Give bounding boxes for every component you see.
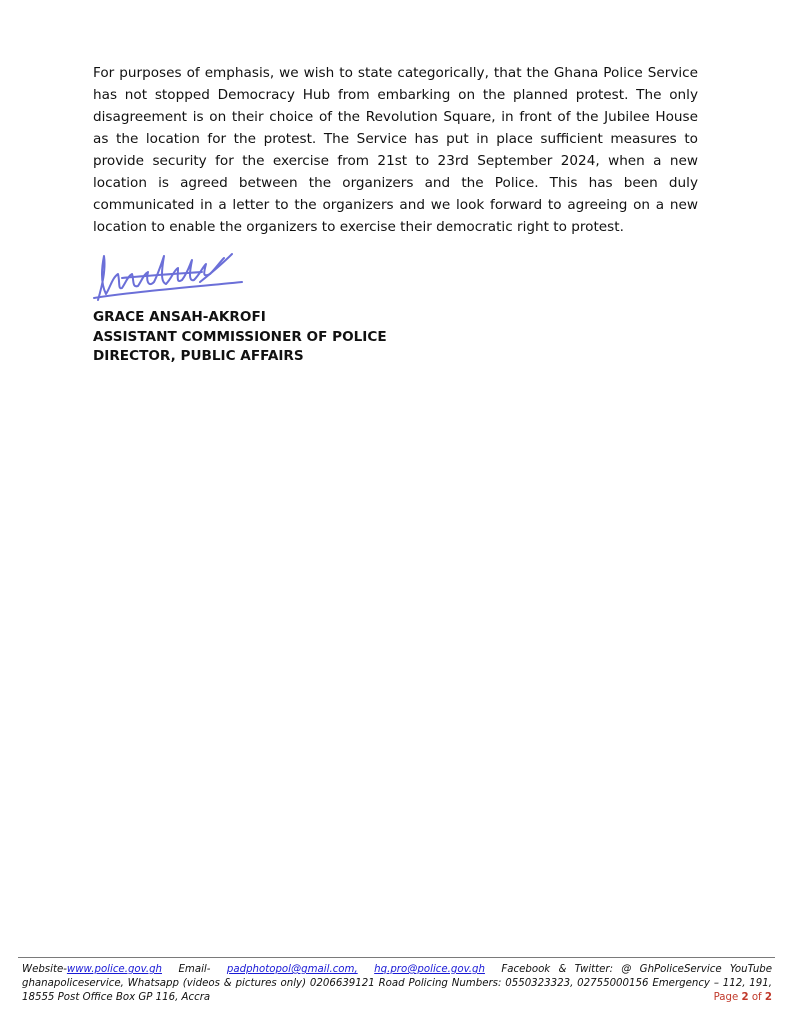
signatory-rank: ASSISTANT COMMISSIONER OF POLICE <box>93 328 387 345</box>
website-label: Website- <box>22 964 67 975</box>
page-current: 2 <box>741 992 749 1003</box>
email-link-2[interactable]: hq.pro@police.gov.gh <box>374 964 485 975</box>
website-link[interactable]: www.police.gov.gh <box>66 964 162 975</box>
footer-phone-line: ghanapoliceservice, Whatsapp (videos & pictures only) 0206639121 Road Policing Numbers: 0550323323, 02755000156 Emergency – 112, 191, <box>22 978 772 989</box>
social-media-text: Facebook & Twitter: @ GhPoliceService YouTube <box>501 964 773 975</box>
signatory-block <box>93 308 387 367</box>
footer <box>22 963 772 1005</box>
page-total: 2 <box>764 992 772 1003</box>
page-of: of <box>751 992 762 1003</box>
email-label: Email- <box>178 964 211 975</box>
handwritten-signature <box>92 248 247 306</box>
signatory-name: GRACE ANSAH-AKROFI <box>93 309 266 325</box>
footer-address-line <box>22 991 772 1005</box>
body-paragraph: For purposes of emphasis, we wish to state categorically, that the Ghana Police Service has not stopped Democracy Hub from embarking on the planned protest. The only disagreement is on their choice of the Revolution Square, in front of the Jubilee House as the location for the protest. The Service has put in place sufficient measures to provide security for the exercise from 21st to 23rd September 2024, when a new location is agreed between the organizers and the Police. This has been duly communicated in a letter to the organizers and we look forward to agreeing on a new location to enable the organizers to exercise their democratic right to protest. <box>93 65 698 235</box>
footer-divider <box>18 957 775 958</box>
email-link-1[interactable]: padphotopol@gmail.com, <box>226 964 358 975</box>
page-label: Page <box>713 992 739 1003</box>
signatory-position: DIRECTOR, PUBLIC AFFAIRS <box>93 348 304 364</box>
footer-address: 18555 Post Office Box GP 116, Accra <box>22 992 211 1003</box>
page-number <box>714 991 772 1005</box>
footer-contact-line <box>22 963 772 977</box>
